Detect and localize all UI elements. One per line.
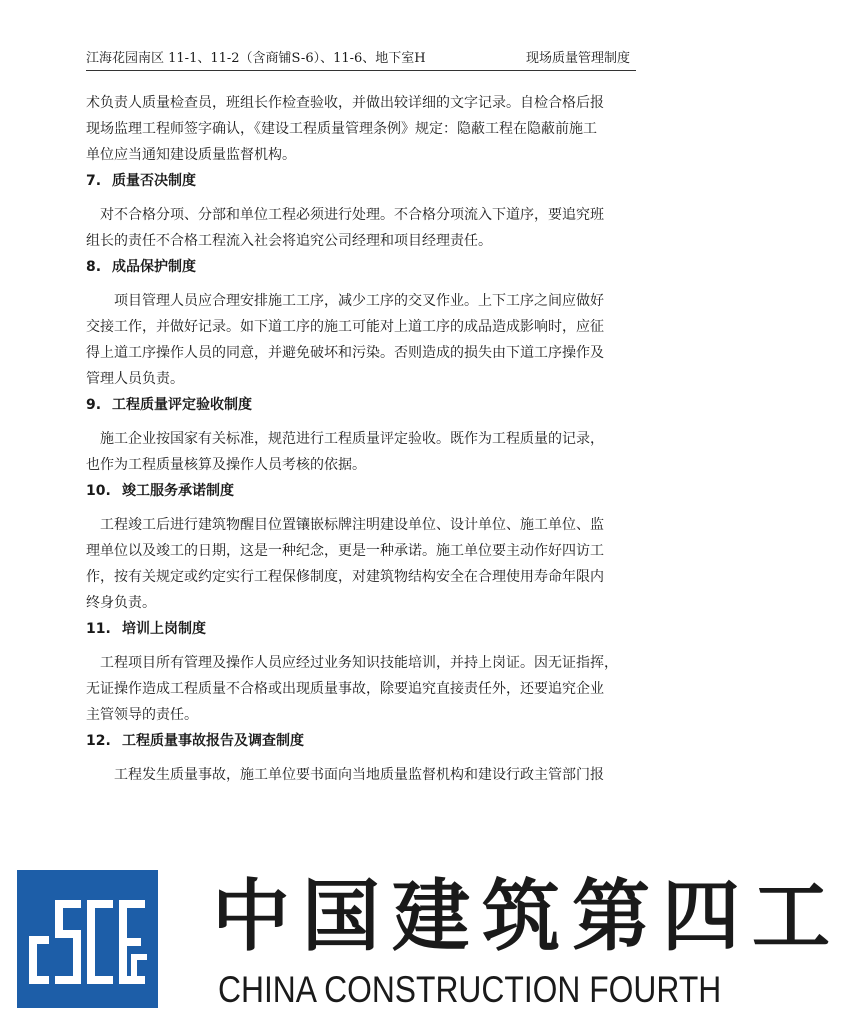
cscec-logo [17,870,158,1008]
section-heading-11: 11. 培训上岗制度 [86,621,206,637]
section-10-line: 终身负责。 [86,595,156,611]
intro-line: 现场监理工程师签字确认，《建设工程质量管理条例》规定：隐蔽工程在隐蔽前施工 [86,121,597,137]
section-8-line: 得上道工序操作人员的同意，并避免破坏和污染。否则造成的损失由下道工序操作及 [86,345,604,361]
intro-line: 术负责人质量检查员，班组长作检查验收，并做出较详细的文字记录。自检合格后报 [86,95,604,111]
section-11-line: 主管领导的责任。 [86,707,198,723]
section-heading-8: 8. 成品保护制度 [86,259,196,275]
section-12-line: 工程发生质量事故，施工单位要书面向当地质量监督机构和建设行政主管部门报 [114,767,604,783]
cscec-logo-mark [17,870,158,1008]
section-11-line: 工程项目所有管理及操作人员应经过业务知识技能培训，并持上岗证。因无证指挥， [100,655,618,671]
section-10-line: 理单位以及竣工的日期，这是一种纪念，更是一种承诺。施工单位要主动作好四访工 [86,543,604,559]
document-body [86,90,640,788]
company-name-en: CHINA CONSTRUCTION FOURTH [218,969,722,1010]
section-heading-12: 12. 工程质量事故报告及调查制度 [86,733,304,749]
section-11-line: 无证操作造成工程质量不合格或出现质量事故，除要追究直接责任外，还要追究企业 [86,681,604,697]
company-name-cn: 中国建筑第四工 [212,872,842,962]
header-project: 江海花园南区 11-1、11-2（含商铺S-6）、11-6、地下室H [86,51,426,66]
section-7-line: 对不合格分项、分部和单位工程必须进行处理。不合格分项流入下道序，要追究班 [100,207,604,223]
section-10-line: 作，按有关规定或约定实行工程保修制度，对建筑物结构安全在合理使用寿命年限内 [86,569,604,585]
page-header [86,50,636,71]
section-9-line: 施工企业按国家有关标准，规范进行工程质量评定验收。既作为工程质量的记录， [100,431,604,447]
section-8-line: 项目管理人员应合理安排施工工序，减少工序的交叉作业。上下工序之间应做好 [114,293,604,309]
section-heading-10: 10. 竣工服务承诺制度 [86,483,234,499]
section-7-line: 组长的责任不合格工程流入社会将追究公司经理和项目经理责任。 [86,233,492,249]
section-9-line: 也作为工程质量核算及操作人员考核的依据。 [86,457,366,473]
section-8-line: 交接工作，并做好记录。如下道工序的施工可能对上道工序的成品造成影响时，应征 [86,319,604,335]
section-8-line: 管理人员负责。 [86,371,184,387]
company-footer-banner [0,866,842,1024]
section-heading-9: 9. 工程质量评定验收制度 [86,397,252,413]
header-doc-title: 现场质量管理制度 [525,51,630,66]
section-heading-7: 7. 质量否决制度 [86,173,196,189]
section-10-line: 工程竣工后进行建筑物醒目位置镶嵌标牌注明建设单位、设计单位、施工单位、监 [100,517,604,533]
intro-line: 单位应当通知建设质量监督机构。 [86,147,296,163]
